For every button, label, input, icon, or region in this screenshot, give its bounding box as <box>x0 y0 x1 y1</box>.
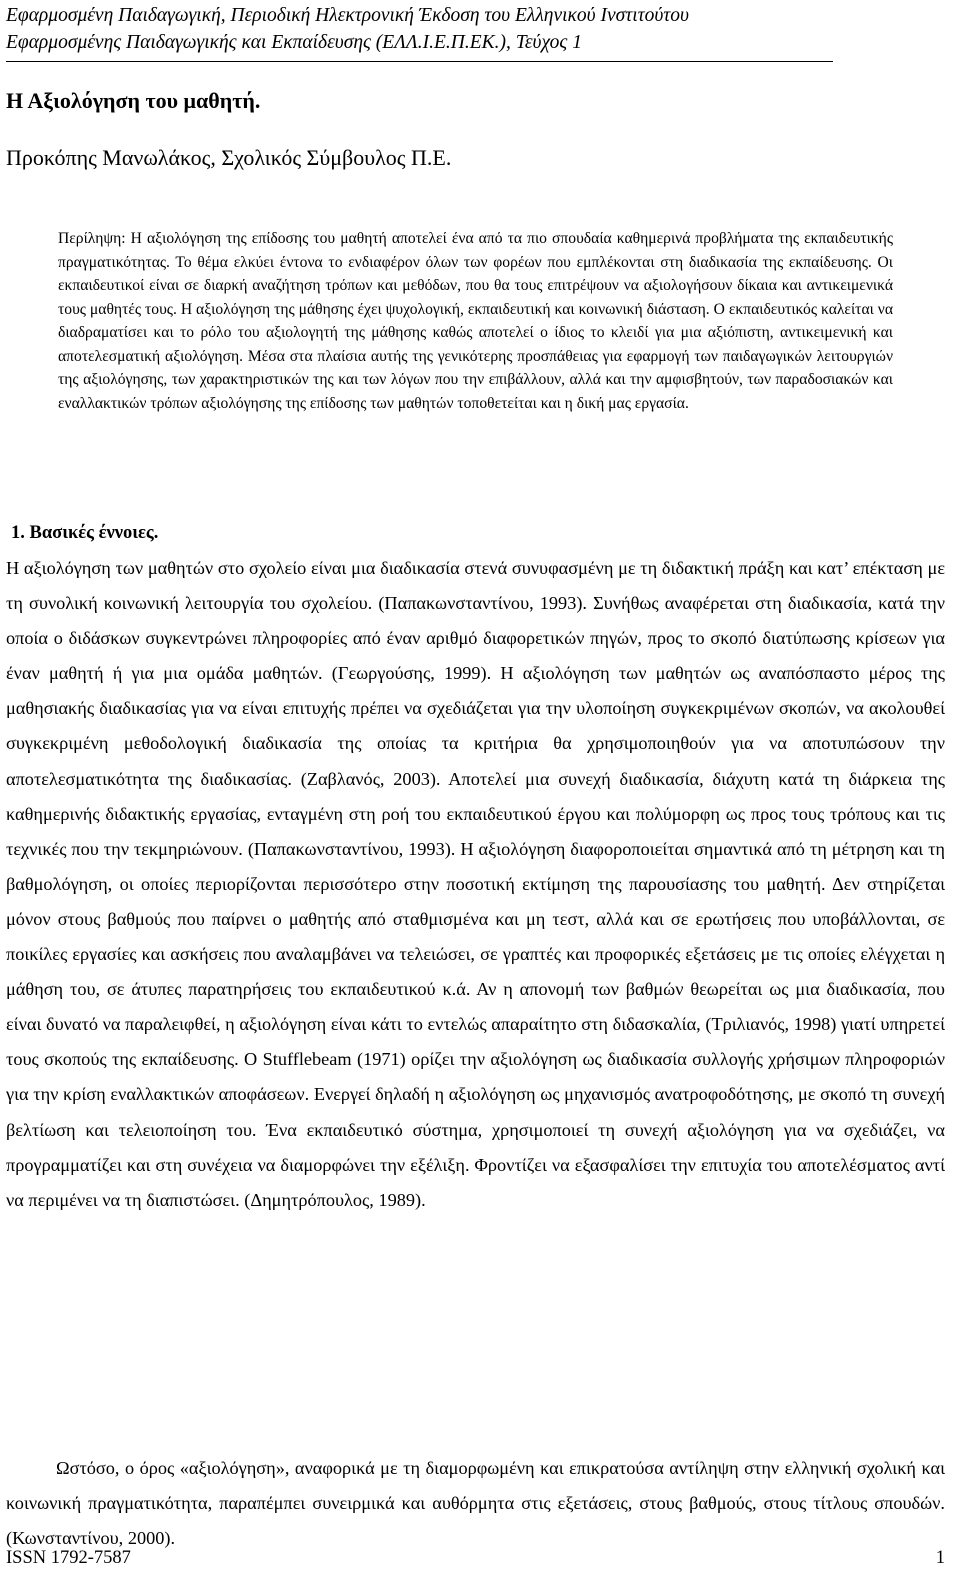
page-number: 1 <box>935 1548 945 1568</box>
header-divider <box>6 61 833 62</box>
journal-header-line-1: Εφαρμοσμένη Παιδαγωγική, Περιοδική Ηλεκτρονική Έκδοση του Ελληνικού Ινστιτούτου <box>6 5 689 26</box>
body-paragraph: Η αξιολόγηση των μαθητών στο σχολείο είναι μια διαδικασία στενά συνυφασμένη με τη διδακτική πράξη και κατ’ επέκταση με τη συνολική κοινωνική λειτουργία του σχολείου. (Παπακωνσταντίνου, 1993). Συνήθως αναφέρεται στη διαδικασία, κατά την οποία ο διδάσκων συγκεντρώνει πληροφορίες από έναν αριθμό διαφορετικών πηγών, προς το σκοπό διατύπωσης κρίσεων για έναν μαθητή ή για μια ομάδα μαθητών. (Γεωργούσης, 1999). Η αξιολόγηση των μαθητών ως αναπόσπαστο μέρος της μαθησιακής διαδικασίας για να είναι επιτυχής πρέπει να σχεδιάζεται για την υλοποίηση συγκεκριμένων σκοπών, να ακολουθεί συγκεκριμένη μεθοδολογική διαδικασία της οποίας τα κριτήρια θα χρησιμοποιηθούν για να αποτυπώσουν την αποτελεσματικότητα της διαδικασίας. (Ζαβλανός, 2003). Αποτελεί μια συνεχή διαδικασία, διάχυτη κατά τη διάρκεια της καθημερινής διδακτικής εργασίας, ενταγμένη στη ροή του εκπαιδευτικού έργου και πολύμορφη ως προς τους τρόπους και τις τεχνικές που την τεκμηριώνουν. (Παπακωνσταντίνου, 1993). Η αξιολόγηση διαφοροποιείται σημαντικά από τη μέτρηση και τη βαθμολόγηση, οι οποίες περιορίζονται περισσότερο στην ποσοτική εκτίμηση της παρουσίασης του μαθητή. Δεν στηρίζεται μόνον στους βαθμούς που παίρνει ο μαθητής από σταθμισμένα και μη τεστ, αλλά και σε ερωτήσεις που υποβάλλονται, σε ποικίλες εργασίες και ασκήσεις που αναλαμβάνει να τελειώσει, σε γραπτές και προφορικές εξετάσεις με τις οποίες ελέγχεται η μάθηση του, σε άτυπες παρατηρήσεις του εκπαιδευτικού κ.ά. Αν η απονομή των βαθμών θεωρείται ως μια διαδικασία, που είναι δυνατό να παραλειφθεί, η αξιολόγηση είναι κάτι το εντελώς απαραίτητο στη διδασκαλία, (Τριλιανός, 1998) γιατί υπηρετεί τους σκοπούς της εκπαίδευσης. Ο Stufflebeam (1971) ορίζει την αξιολόγηση ως διαδικασία συλλογής χρήσιμων πληροφοριών για την κρίση εναλλακτικών αποφάσεων. Ενεργεί δηλαδή η αξιολόγηση ως μηχανισμός ανατροφοδότησης, με σκοπό τη συνεχή βελτίωση και τελειοποίηση του. Ένα εκπαιδευτικό σύστημα, χρησιμοποιεί τη συνεχή αξιολόγηση για να σχεδιάζει, να προγραμματίζει και στη συνέχεια να διαμορφώνει την εξέλιξη. Φροντίζει να εξασφαλίσει την επιτυχία του αποτελέσματος αντί να περιμένει να τη διαπιστώσει. (Δημητρόπουλος, 1989). <box>6 558 945 1210</box>
journal-header-line-2: Εφαρμοσμένης Παιδαγωγικής και Εκπαίδευσης (ΕΛΛ.Ι.Ε.Π.ΕΚ.), Τεύχος 1 <box>6 32 582 53</box>
journal-header <box>6 2 846 56</box>
abstract: Περίληψη: Η αξιολόγηση της επίδοσης του μαθητή αποτελεί ένα από τα πιο σπουδαία καθημερινά προβλήματα της εκπαιδευτικής πραγματικότητας. Το θέμα ελκύει έντονα το ενδιαφέρον όλων των φορέων που εμπλέκονται στη διαδικασία της εκπαίδευσης. Οι εκπαιδευτικοί είναι σε διαρκή αναζήτηση τρόπων και μεθόδων, που θα τους επιτρέψουν να αξιολογήσουν δίκαια και αντικειμενικά τους μαθητές τους. Η αξιολόγηση της μάθησης έχει ψυχολογική, εκπαιδευτική και κοινωνική διάσταση. Ο εκπαιδευτικός καλείται να διαδραματίσει και το ρόλο του αξιολογητή της μάθησης καθώς αποτελεί ο ίδιος το κλειδί για μια αξιόπιστη, αντικειμενική και αποτελεσματική αξιολόγηση. Μέσα στα πλαίσια αυτής της γενικότερης προσπάθειας για εφαρμογή των παιδαγωγικών λειτουργιών της αξιολόγησης, των χαρακτηριστικών της και των λόγων που την επιβάλλουν, αλλά και την αμφισβητούν, των παραδοσιακών και εναλλακτικών τρόπων αξιολόγησης της επίδοσης των μαθητών τοποθετείται και η δική μας εργασία. <box>58 230 893 412</box>
section-heading: 1. Βασικές έννοιες. <box>11 523 159 543</box>
article-title: Η Αξιολόγηση του μαθητή. <box>6 88 261 113</box>
body-paragraph: Ωστόσο, ο όρος «αξιολόγηση», αναφορικά με τη διαμορφωμένη και επικρατούσα αντίληψη στην ελληνική σχολική και κοινωνική πραγματικότητα, παραπέμπει συνειρμικά και αυθόρμητα στις εξετάσεις, στους βαθμούς, στους τίτλους σπουδών. (Κωνσταντίνου, 2000). <box>6 1458 945 1549</box>
article-author: Προκόπης Μανωλάκος, Σχολικός Σύμβουλος Π.Ε. <box>6 145 452 170</box>
issn-label: ISSN 1792-7587 <box>6 1548 131 1568</box>
